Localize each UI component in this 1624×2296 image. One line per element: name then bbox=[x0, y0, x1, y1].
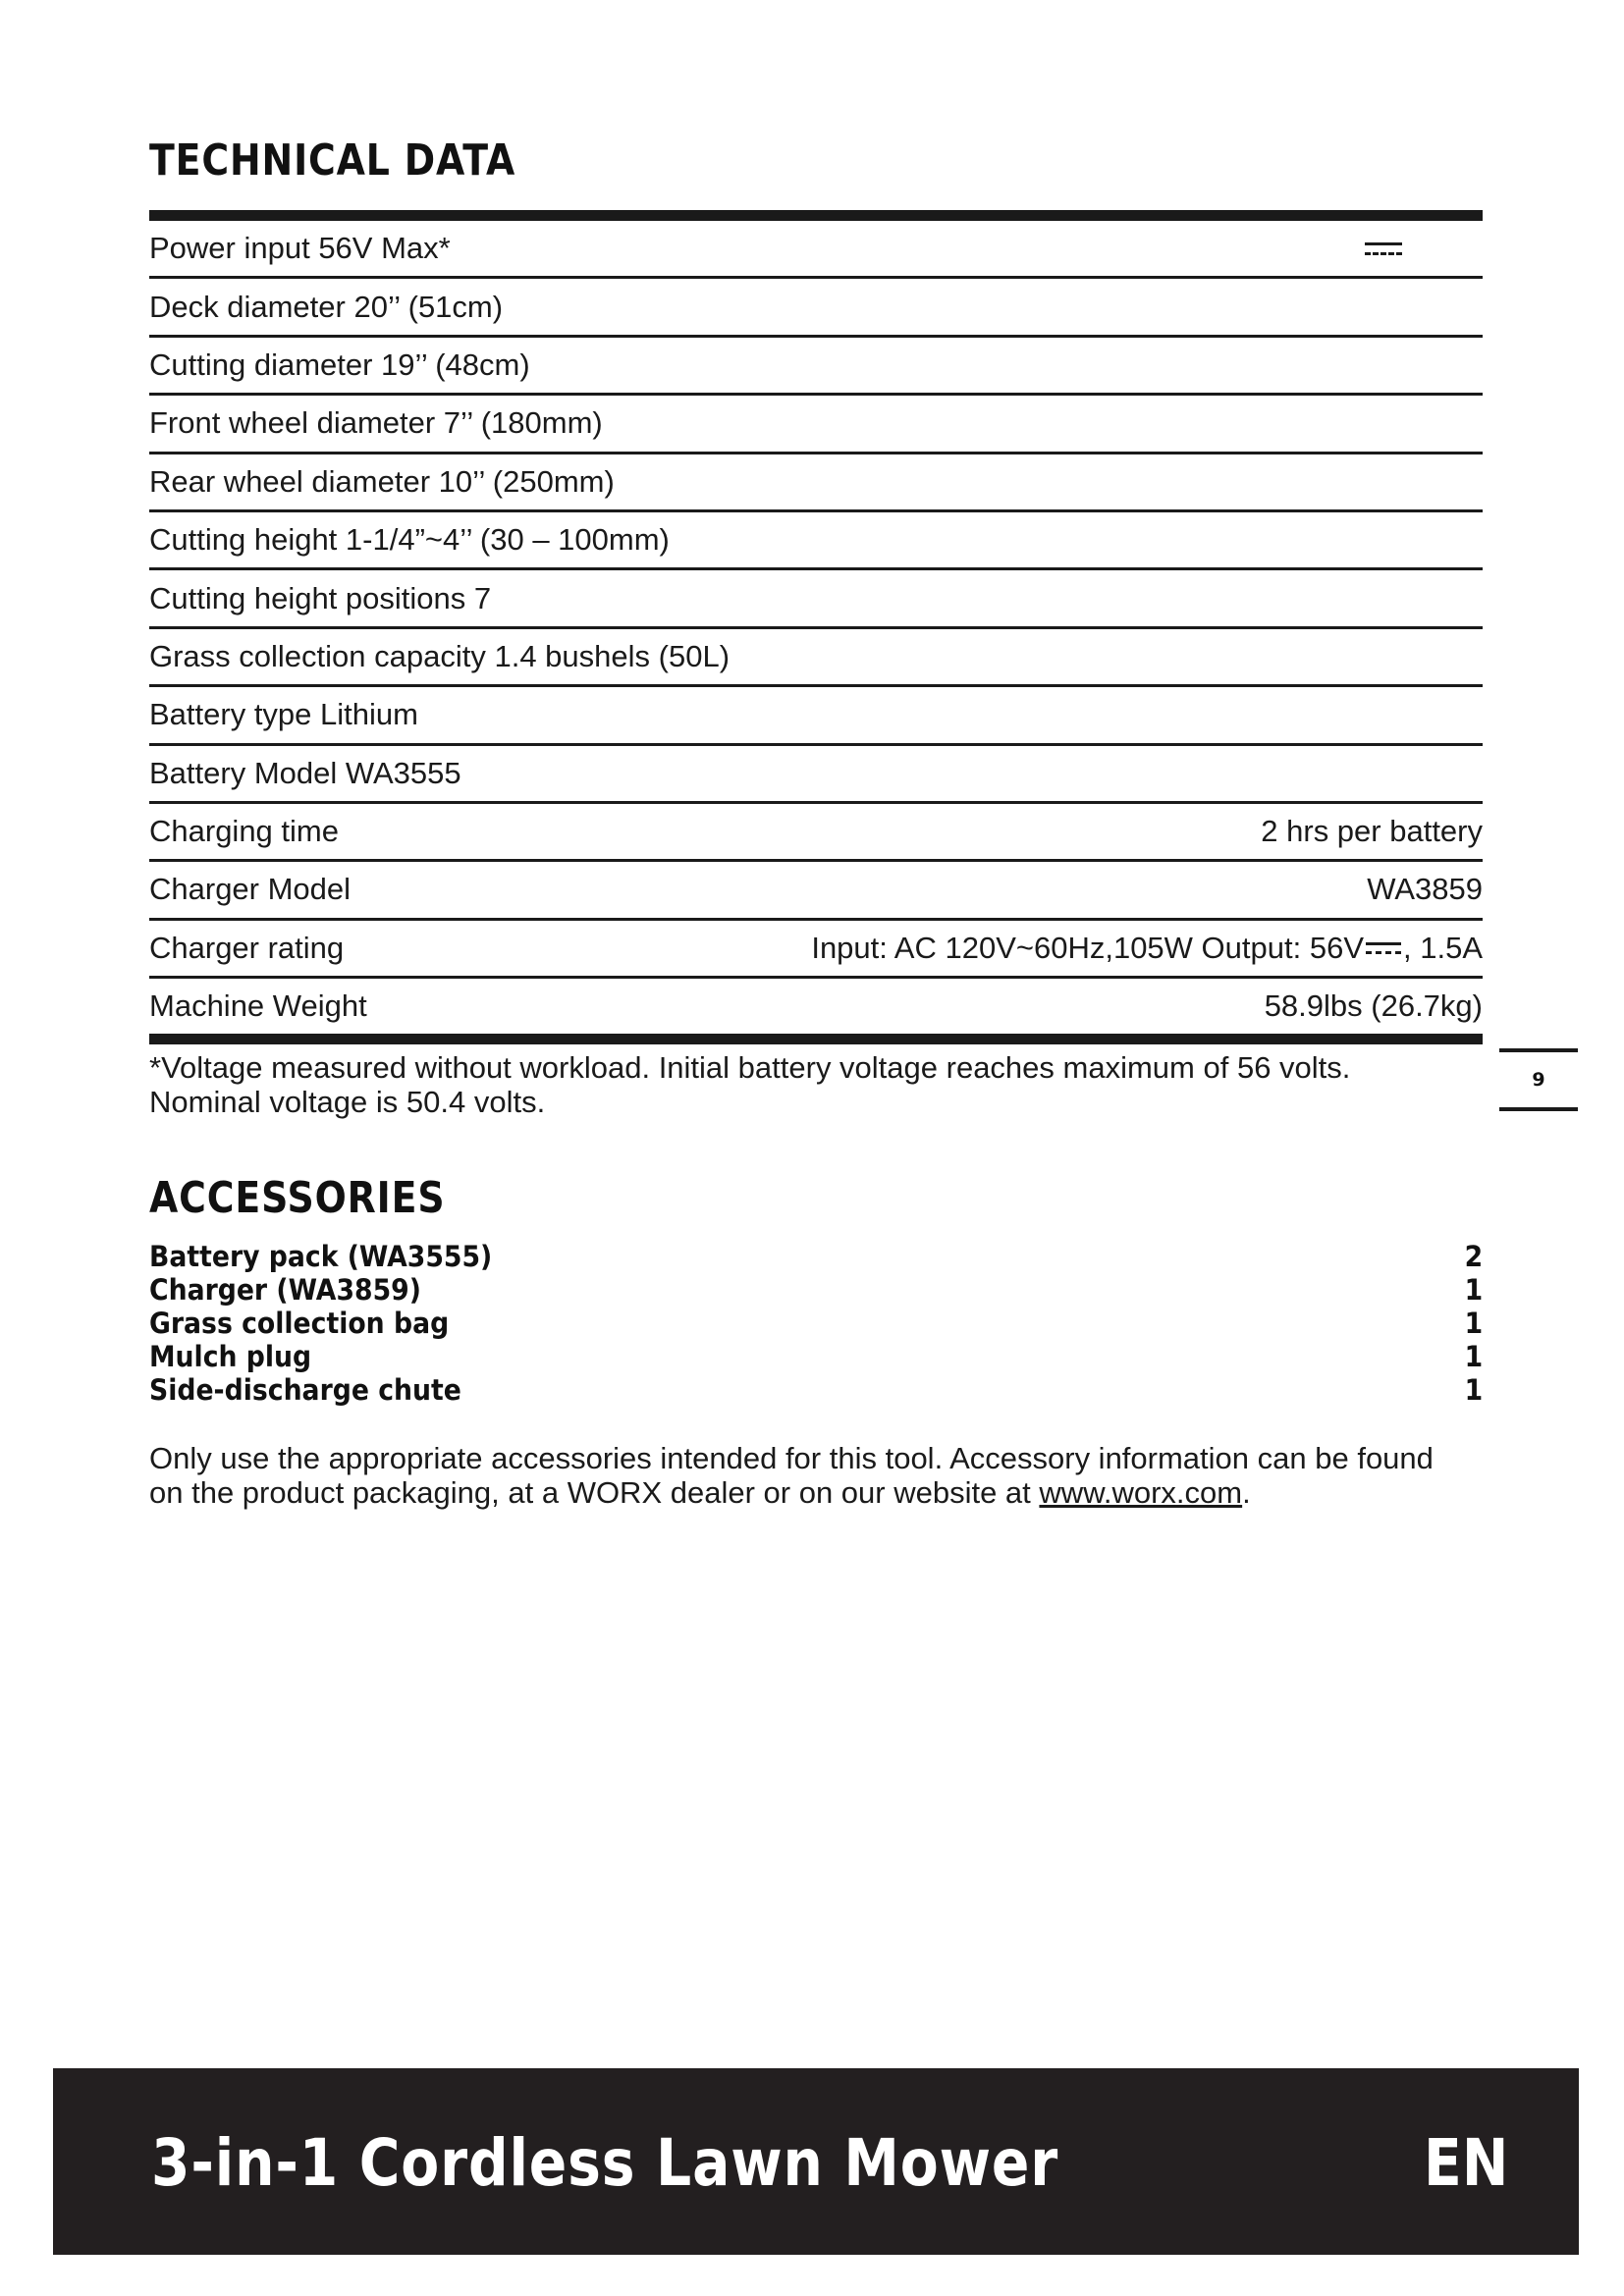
table-row bbox=[149, 746, 1483, 804]
row-label: Charger Model bbox=[149, 872, 352, 907]
row-label: Charging time bbox=[149, 814, 339, 849]
accessory-qty: 1 bbox=[1464, 1273, 1483, 1307]
row-value bbox=[811, 931, 1483, 966]
row-label: Cutting diameter 19’’ (48cm) bbox=[149, 347, 530, 382]
note-line: Only use the appropriate accessories intended for this tool. Accessory information can be found bbox=[149, 1441, 1434, 1475]
row-label: Deck diameter 20’’ (51cm) bbox=[149, 289, 504, 324]
row-label: Charger rating bbox=[149, 930, 345, 965]
table-row bbox=[149, 862, 1483, 920]
dc-voltage-icon bbox=[1365, 242, 1402, 257]
accessory-qty: 1 bbox=[1464, 1373, 1483, 1407]
table-row bbox=[149, 921, 1483, 979]
table-row bbox=[149, 512, 1483, 570]
table-row bbox=[149, 279, 1483, 337]
row-label: Rear wheel diameter 10’’ (250mm) bbox=[149, 463, 615, 499]
footnote-line: Nominal voltage is 50.4 volts. bbox=[149, 1085, 546, 1119]
technical-data-table bbox=[149, 210, 1483, 1044]
table-row bbox=[149, 979, 1483, 1034]
accessories-note bbox=[149, 1441, 1494, 1510]
voltage-footnote bbox=[149, 1050, 1426, 1119]
note-line bbox=[149, 1475, 1494, 1510]
accessory-name: Side-discharge chute bbox=[149, 1373, 461, 1407]
row-value: 2 hrs per battery bbox=[1261, 814, 1483, 849]
technical-data-heading: TECHNICAL DATA bbox=[149, 135, 516, 186]
row-value: WA3859 bbox=[1367, 872, 1483, 907]
row-label: Battery Model WA3555 bbox=[149, 755, 461, 790]
accessory-qty: 2 bbox=[1464, 1240, 1483, 1273]
row-label: Machine Weight bbox=[149, 988, 367, 1024]
row-label: Power input 56V Max* bbox=[149, 231, 451, 266]
row-label: Grass collection capacity 1.4 bushels (50L) bbox=[149, 638, 731, 673]
accessories-list bbox=[149, 1240, 1483, 1407]
list-item bbox=[149, 1373, 1483, 1407]
accessories-heading: ACCESSORIES bbox=[149, 1173, 446, 1223]
product-title: 3-in-1 Cordless Lawn Mower bbox=[151, 2125, 1059, 2201]
table-row bbox=[149, 687, 1483, 745]
list-item bbox=[149, 1240, 1483, 1273]
accessory-qty: 1 bbox=[1464, 1340, 1483, 1373]
row-label: Front wheel diameter 7’’ (180mm) bbox=[149, 405, 603, 441]
table-row bbox=[149, 570, 1483, 628]
list-item bbox=[149, 1340, 1483, 1373]
note-text: on the product packaging, at a WORX dealer or on our website at bbox=[149, 1475, 1031, 1510]
accessory-name: Battery pack (WA3555) bbox=[149, 1240, 493, 1273]
row-value: 58.9lbs (26.7kg) bbox=[1264, 988, 1483, 1024]
table-row bbox=[149, 454, 1483, 512]
dc-voltage-icon bbox=[1366, 942, 1401, 957]
row-label: Cutting height 1-1/4”~4’’ (30 – 100mm) bbox=[149, 522, 670, 558]
row-label: Cutting height positions 7 bbox=[149, 580, 492, 615]
language-code: EN bbox=[1423, 2125, 1508, 2201]
page-number: 9 bbox=[1499, 1048, 1578, 1111]
accessory-name: Charger (WA3859) bbox=[149, 1273, 421, 1307]
table-row bbox=[149, 221, 1483, 279]
table-row bbox=[149, 804, 1483, 862]
footnote-line: *Voltage measured without workload. Initial battery voltage reaches maximum of 56 volts. bbox=[149, 1050, 1351, 1085]
list-item bbox=[149, 1273, 1483, 1307]
row-label: Battery type Lithium bbox=[149, 697, 418, 732]
accessory-qty: 1 bbox=[1464, 1307, 1483, 1340]
list-item bbox=[149, 1307, 1483, 1340]
table-row bbox=[149, 629, 1483, 687]
note-period: . bbox=[1242, 1475, 1251, 1510]
charger-rating-current: , 1.5A bbox=[1403, 930, 1483, 965]
table-row bbox=[149, 396, 1483, 454]
accessory-name: Mulch plug bbox=[149, 1340, 312, 1373]
table-row bbox=[149, 338, 1483, 396]
charger-rating-input-output: Input: AC 120V~60Hz,105W Output: 56V bbox=[811, 930, 1364, 965]
footer-bar bbox=[53, 2068, 1579, 2255]
worx-website-link[interactable]: www.worx.com bbox=[1039, 1475, 1243, 1510]
accessory-name: Grass collection bag bbox=[149, 1307, 450, 1340]
